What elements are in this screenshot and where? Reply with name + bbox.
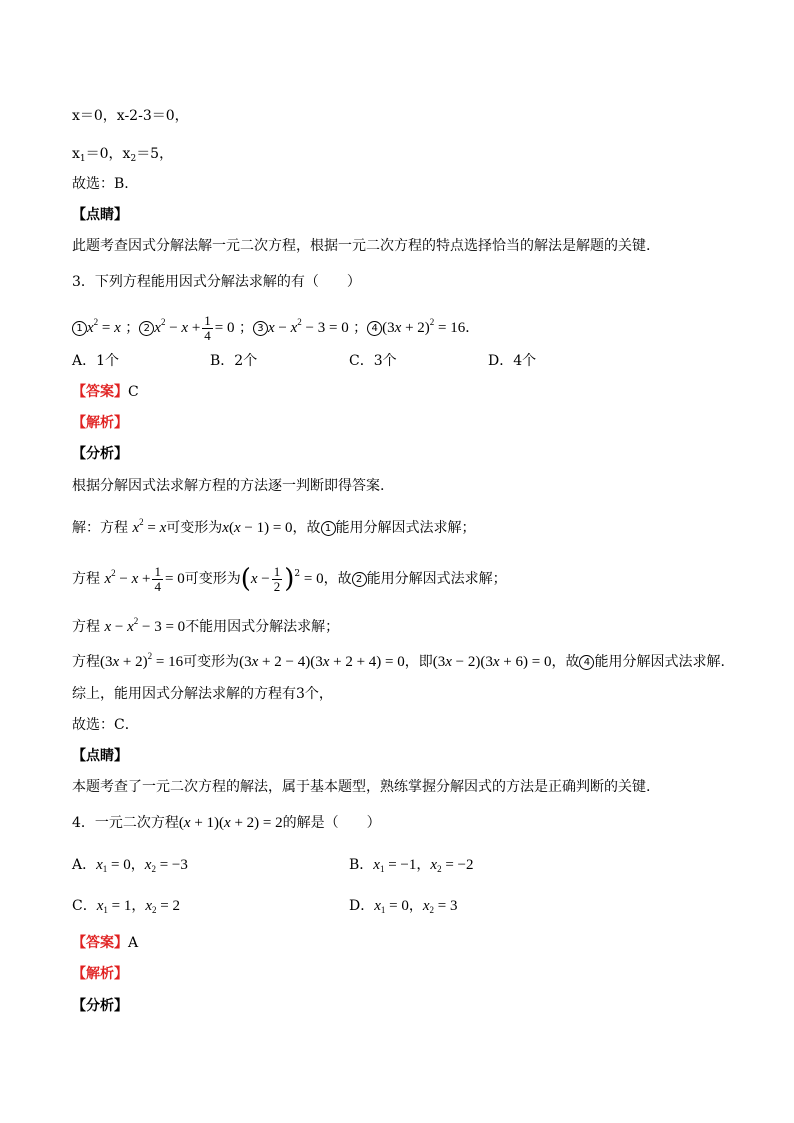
q4-option-b: B．$x_1 = -1$，$x_2 = -2$ <box>349 857 474 874</box>
answer-choice-line-c: 故选：C． <box>72 717 139 733</box>
answer-value: C <box>128 384 139 400</box>
question-4-stem: 4．一元二次方程(x + 1)(x + 2) = 2的解是（ ） <box>72 815 381 831</box>
section-heading-fenxi-2: 【分析】 <box>72 998 128 1014</box>
option-a: A．1个 <box>72 353 120 369</box>
summary-paragraph: 此题考查因式分解法解一元二次方程，根据一元二次方程的特点选择恰当的解法是解题的关键. <box>72 238 651 254</box>
summary-paragraph-2: 本题考查了一元二次方程的解法，属于基本题型，熟练掌握分解因式的方法是正确判断的关键. <box>72 779 651 795</box>
solution-step-line: x＝0，x-2-3＝0， <box>72 108 189 124</box>
answer-choice-line: 故选：B. <box>72 176 129 192</box>
solution-eq4: 方程$(3x + 2)^2 = 16$可变形为(3x + 2 − 4)(3x + 2 + 4) = 0，即(3x − 2)(3x + 6) = 0，故 4 能用分解因式法求解. <box>72 651 725 670</box>
section-heading-dianjing: 【点睛】 <box>72 207 128 223</box>
section-heading-fenxi: 【分析】 <box>72 446 128 462</box>
option-d: D．4个 <box>488 353 537 369</box>
answer-label: 【答案】 <box>72 384 128 400</box>
solution-eq1: 解：方程 $x^2 = x$可变形为x(x − 1) = 0，故 1 能用分解因式法求解； <box>72 517 476 536</box>
option-b: B．2个 <box>210 353 258 369</box>
q4-option-c: C．$x_1 = 1$，$x_2 = 2$ <box>72 898 180 915</box>
section-heading-jiexi-2: 【解析】 <box>72 966 128 982</box>
option-c: C．3个 <box>349 353 397 369</box>
conclusion-line: 综上，能用因式分解法求解的方程有3个， <box>72 686 333 702</box>
section-heading-jiexi: 【解析】 <box>72 415 128 431</box>
q4-option-d: D．$x_1 = 0$，$x_2 = 3$ <box>349 898 458 915</box>
answer-value: A <box>128 935 139 951</box>
answer-label: 【答案】 <box>72 935 128 951</box>
q4-option-a: A．$x_1 = 0$，$x_2 = -3$ <box>72 857 188 874</box>
section-heading-dianjing-2: 【点睛】 <box>72 748 128 764</box>
question-3-equations: 1 $x^2 = x$ ； 2 $x^2 - x$ + $\frac{1}{4}$ = 0 ； 3 $x - x^2 - 3 = 0$ ； 4 $(3x + 2)^2 = 16$． <box>72 313 479 343</box>
answer-line-q3 <box>72 383 139 401</box>
solution-roots-line: $x_1=0$，$x_2=5$， <box>72 146 174 164</box>
method-description: 根据分解因式法求解方程的方法逐一判断即得答案. <box>72 478 385 494</box>
question-3-stem: 3．下列方程能用因式分解法求解的有（ ） <box>72 274 361 290</box>
solution-eq3: 方程 $x - x^2 - 3 = 0$不能用因式分解法求解； <box>72 616 340 635</box>
solution-eq2: 方程 $x^2 - x$ + $\frac{1}{4}$ = 0可变形为(x − $\frac{1}{2}$ )$^2$ = 0，故 2 能用分解因式法求解； <box>72 563 507 594</box>
answer-line-q4 <box>72 934 138 952</box>
